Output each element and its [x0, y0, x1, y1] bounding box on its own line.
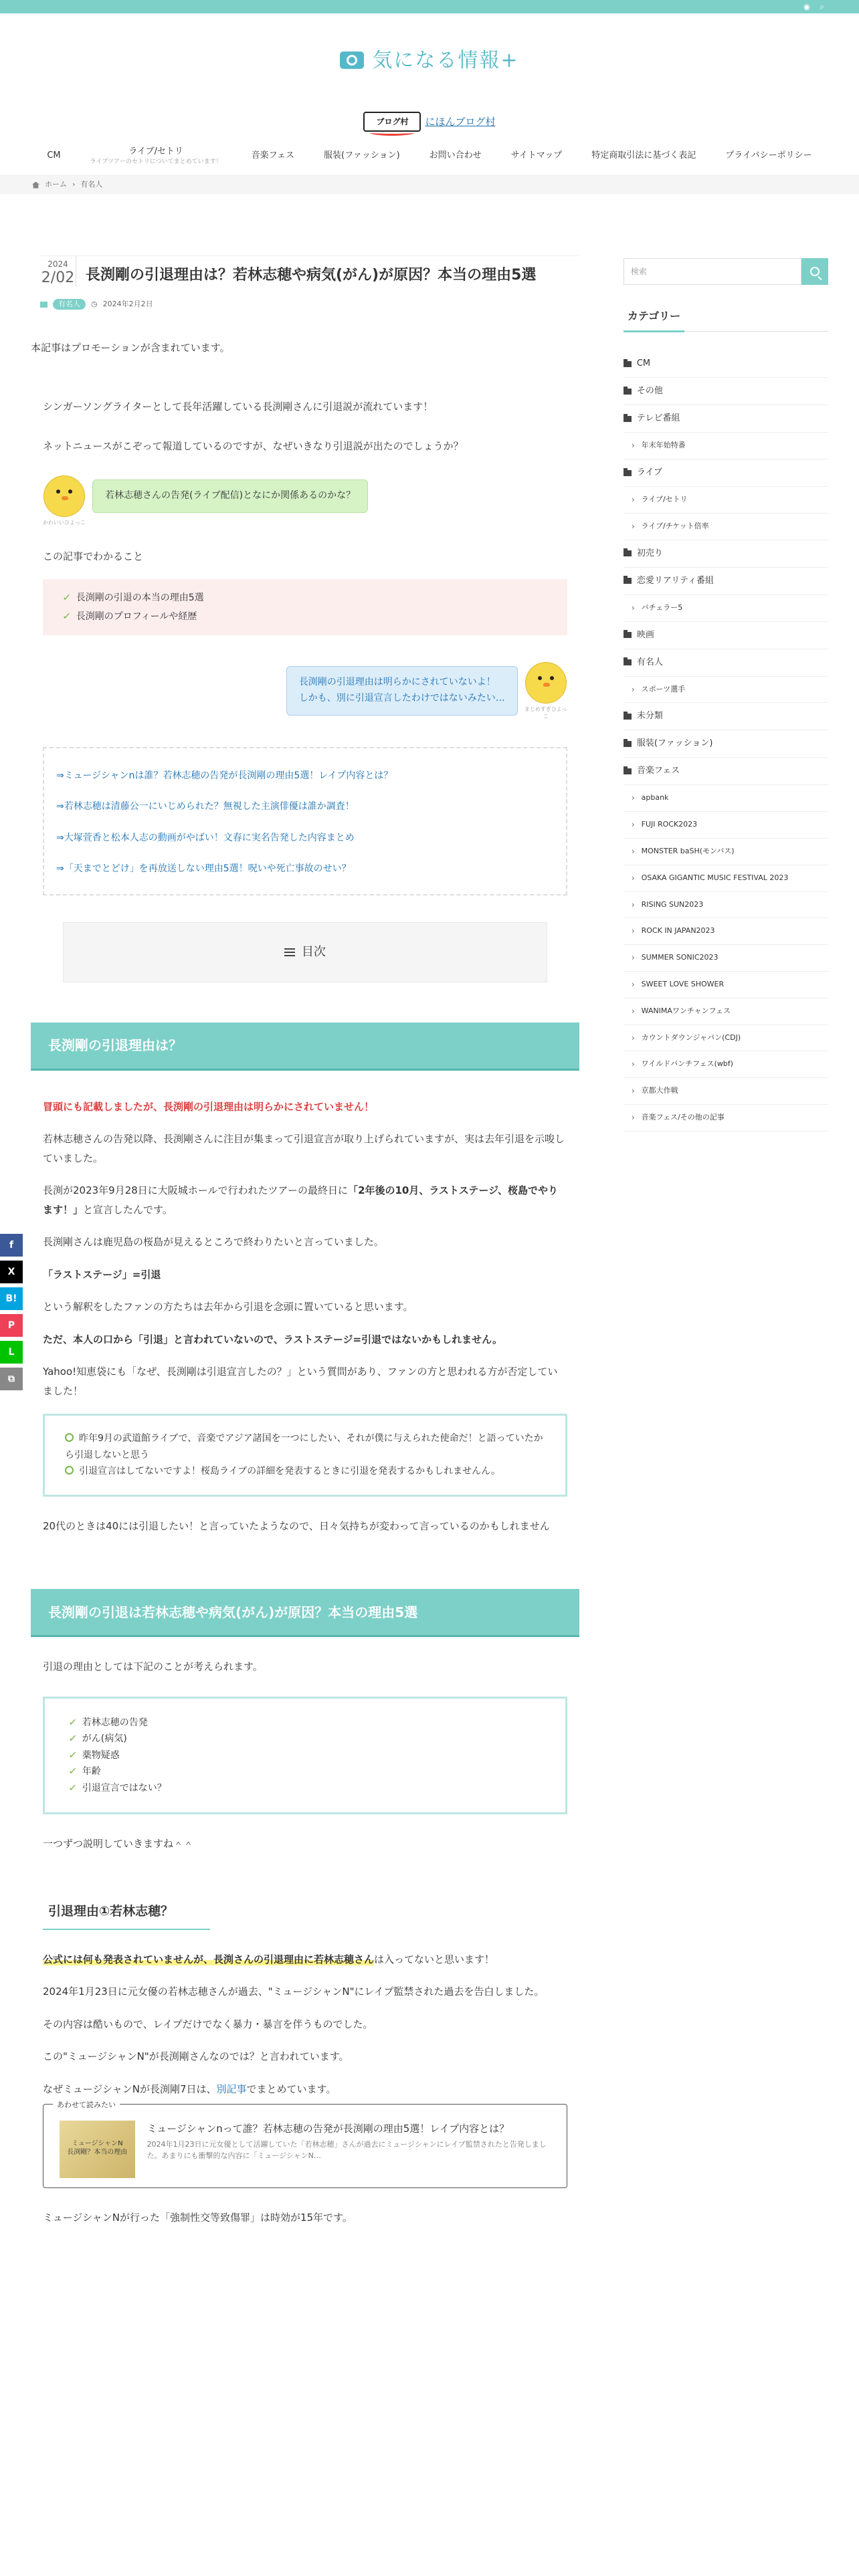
- subcategory-item[interactable]: › ライブ/セトリ: [624, 487, 828, 514]
- nav-item[interactable]: 特定商取引法に基づく表記: [591, 150, 696, 160]
- body-paragraph: 「ラストステージ」=引退: [43, 1268, 161, 1281]
- category-heading: カテゴリー: [624, 306, 828, 332]
- list-item: 昨年9月の武道館ライブで、音楽でアジア諸国を一つにしたい、それが僕に与えられた使命だ！と語っていたから引退しないと思う: [65, 1433, 543, 1461]
- list-icon: [284, 948, 295, 956]
- section-heading: 長渕剛の引退理由は？: [31, 1023, 579, 1071]
- folder-icon: [624, 714, 632, 720]
- body-paragraph: 2024年1月23日に元女優の若林志穂さんが過去、"ミュージシャンN"にレイプ監禁された過去を告白しました。: [43, 1985, 545, 1998]
- share-button[interactable]: ⧉: [0, 1368, 23, 1390]
- subcategory-item[interactable]: › SUMMER SONIC2023: [624, 945, 828, 972]
- post-year: 2024: [47, 259, 68, 269]
- points-heading: この記事でわかること: [43, 550, 144, 562]
- card-title: ミュージシャンnって誰？若林志穂の告発が長渕剛の理由5選！レイプ内容とは？: [147, 2123, 510, 2135]
- subcategory-item[interactable]: › SWEET LOVE SHOWER: [624, 972, 828, 998]
- folder-icon: [624, 741, 632, 747]
- folder-icon: [624, 416, 632, 422]
- list-item: ✓ 薬物疑惑: [69, 1747, 541, 1764]
- category-item[interactable]: 音楽フェス: [624, 758, 828, 785]
- related-article-card[interactable]: [43, 2101, 567, 2188]
- list-item: 引退宣言はしてないですよ！桜島ライブの詳細を発表するときに引退を発表するかもしれませんん。: [65, 1463, 545, 1480]
- related-links-box: [43, 747, 567, 895]
- post-monthday: 2/02: [41, 270, 75, 286]
- circle-icon: [65, 1466, 74, 1475]
- category-item[interactable]: CM: [624, 350, 828, 378]
- toc-label: 目次: [301, 944, 326, 959]
- list-item: ✓ がん(病気): [69, 1731, 541, 1747]
- search-icon[interactable]: ⌕: [820, 2, 824, 11]
- body-paragraph: 長渕が2023年9月28日に大阪城ホールで行われたツアーの最終日に「2年後の10月、ラストステージ、桜島でやります！」と宣言したんです。: [43, 1184, 558, 1216]
- share-button[interactable]: f: [0, 1234, 23, 1257]
- intro-paragraph: ネットニュースがこぞって報道しているのですが、なぜいきなり引退説が出たのでしょうか？: [43, 439, 464, 452]
- nav-item[interactable]: プライバシーポリシー: [725, 150, 812, 160]
- chick-avatar: [524, 662, 567, 720]
- camera-icon: [340, 51, 364, 69]
- related-link[interactable]: ⇒「天までとどけ」を再放送しない理由5選！呪いや死亡事故のせい？: [56, 863, 351, 875]
- site-title: 気になる情報+: [372, 48, 519, 72]
- article-meta: [40, 298, 579, 312]
- section-heading: 長渕剛の引退は若林志穂や病気(がん)が原因？本当の理由5選: [31, 1589, 579, 1637]
- chick-icon: [525, 662, 567, 704]
- body-paragraph: 公式には何も発表されていませんが、長渕さんの引退理由に若林志穂さんは入ってないと思います！: [43, 1953, 495, 1965]
- subcategory-item[interactable]: › apbank: [624, 785, 828, 812]
- subcategory-item[interactable]: › OSAKA GIGANTIC MUSIC FESTIVAL 2023: [624, 865, 828, 892]
- points-box: [43, 579, 567, 635]
- list-item: ✓ 引退宣言ではない？: [69, 1780, 541, 1797]
- subcategory-item[interactable]: › 京都大作戦: [624, 1078, 828, 1105]
- body-paragraph: 若林志穂さんの告発以降、長渕剛さんに注目が集まって引退宣言が取り上げられていますが、実は去年引退を示唆していました。: [43, 1133, 565, 1164]
- nav-item[interactable]: お問い合わせ: [429, 150, 482, 160]
- list-item: ✓ 年齢: [69, 1763, 541, 1780]
- search-form: [624, 258, 828, 285]
- share-button[interactable]: L: [0, 1341, 23, 1364]
- card-description: 2024年1月23日に元女優として活躍していた「若林志穂」さんが過去にミュージシャンにレイプ監禁されたと告発しました。あまりにも衝撃的な内容に「ミュージシャンN…: [147, 2140, 547, 2160]
- subcategory-item[interactable]: › バチェラー5: [624, 595, 828, 622]
- body-paragraph: ミュージシャンNが行った「強制性交等致傷罪」は時効が15年です。: [43, 2212, 353, 2224]
- subcategory-item[interactable]: › RISING SUN2023: [624, 892, 828, 919]
- site-header: [0, 13, 859, 107]
- check-icon: ✓: [68, 1749, 78, 1761]
- breadcrumb-home[interactable]: ホーム: [45, 180, 67, 189]
- card-thumbnail: ミュージシャンN 長渕剛？本当の理由: [60, 2121, 135, 2178]
- related-link[interactable]: ⇒若林志穂は清藤公一にいじめられた？無視した主演俳優は誰か調査！: [56, 801, 355, 813]
- category-item[interactable]: 未分類: [624, 703, 828, 730]
- article-main: [31, 194, 579, 2228]
- list-item: ✓ 若林志穂の告発: [69, 1715, 541, 1731]
- check-icon: ✓: [62, 611, 72, 623]
- subcategory-item[interactable]: › 年末年始特番: [624, 433, 828, 459]
- share-button[interactable]: P: [0, 1314, 23, 1337]
- body-paragraph: 引退の理由としては下記のことが考えられます。: [43, 1660, 263, 1673]
- category-item[interactable]: ライブ: [624, 459, 828, 487]
- list-item: ✓ 長渕剛のプロフィールや経歴: [63, 607, 547, 626]
- balloon-text: 若林志穂さんの告発(ライブ配信)となにか関係あるのかな？: [92, 479, 368, 513]
- category-item[interactable]: その他: [624, 378, 828, 405]
- article-header: [40, 255, 579, 287]
- subcategory-item[interactable]: › スポーツ選手: [624, 677, 828, 704]
- folder-icon: [624, 470, 632, 476]
- search-input[interactable]: 検索: [624, 258, 801, 285]
- subcategory-item[interactable]: › 音楽フェス/その他の記事: [624, 1105, 828, 1132]
- alert-text: 冒頭にも記載しましたが、長渕剛の引退理由は明らかにされていません！: [43, 1100, 375, 1113]
- avatar-name: まじめすぎひよっこ: [524, 706, 567, 720]
- breadcrumb-separator: ›: [72, 180, 76, 189]
- chick-icon: [43, 475, 85, 517]
- subcategory-item[interactable]: › WANIMAワンチャンフェス: [624, 998, 828, 1025]
- publish-date: 2024年2月2日: [102, 300, 153, 308]
- category-tag[interactable]: 有名人: [53, 299, 86, 310]
- folder-icon: [624, 389, 632, 395]
- promo-notice: 本記事はプロモーションが含まれています。: [31, 341, 230, 354]
- card-label: あわせて読みたい: [53, 2099, 120, 2113]
- related-link[interactable]: ⇒ミュージシャンnは誰？若林志穂の告発が長渕剛の理由5選！レイプ内容とは？: [56, 770, 393, 782]
- body-paragraph: 一つずつ説明していきますね＾＾: [43, 1838, 194, 1850]
- category-item[interactable]: 映画: [624, 622, 828, 649]
- body-paragraph: という解釈をしたファンの方たちは去年から引退を念頭に置いていると思います。: [43, 1301, 413, 1313]
- check-icon: ✓: [68, 1717, 78, 1728]
- folder-icon: [624, 550, 632, 556]
- quote-box: [43, 1414, 567, 1497]
- share-button[interactable]: B!: [0, 1287, 23, 1310]
- subsection-heading: 引退理由①若林志穂？: [43, 1894, 210, 1930]
- reasons-box: [43, 1697, 567, 1815]
- folder-icon: [624, 768, 632, 774]
- blogmura-logo: ブログ村: [363, 112, 421, 132]
- nav-item[interactable]: CM: [47, 150, 61, 160]
- sidebar: [624, 194, 828, 2228]
- chick-avatar: [43, 475, 86, 526]
- related-link[interactable]: ⇒大塚萱香と松本人志の動画がやばい！文春に実名告発した内容まとめ: [56, 832, 355, 843]
- speech-balloon: [43, 662, 567, 720]
- folder-icon: [624, 632, 632, 638]
- circle-icon: [65, 1433, 74, 1442]
- category-list: [624, 350, 828, 1131]
- share-button[interactable]: X: [0, 1261, 23, 1283]
- home-icon: [32, 182, 39, 189]
- toc-toggle[interactable]: [63, 922, 547, 982]
- check-icon: ✓: [68, 1782, 78, 1794]
- nav-item[interactable]: 音楽フェス: [251, 150, 295, 160]
- post-date-box: [40, 256, 76, 287]
- category-item[interactable]: 有名人: [624, 649, 828, 677]
- nav-item[interactable]: 服装(ファッション): [324, 150, 400, 160]
- folder-icon: [624, 659, 632, 665]
- folder-icon: [624, 578, 632, 584]
- search-button[interactable]: [801, 258, 828, 285]
- body-paragraph: この"ミュージシャンN"が長渕剛さんなのでは？と言われています。: [43, 2050, 349, 2063]
- check-icon: ✓: [62, 593, 72, 604]
- top-bar: [0, 0, 859, 13]
- balloon-text: 長渕剛の引退理由は明らかにされていないよ！ しかも、別に引退宣言したわけではないみたい…: [286, 666, 518, 716]
- subcategory-item[interactable]: › カウントダウンジャパン(CDJ): [624, 1025, 828, 1052]
- body-paragraph: その内容は酷いもので、レイプだけでなく暴力・暴言を伴うものでした。: [43, 2018, 373, 2030]
- intro-paragraph: シンガーソングライターとして長年活躍している長渕剛さんに引退説が流れています！: [43, 401, 434, 413]
- folder-icon: [624, 361, 632, 367]
- blogmura-link[interactable]: にほんブログ村: [425, 115, 496, 128]
- breadcrumb: [0, 175, 859, 194]
- inline-link[interactable]: 別記事: [216, 2082, 247, 2095]
- subcategory-item[interactable]: › ROCK IN JAPAN2023: [624, 918, 828, 945]
- list-item: ✓ 長渕剛の引退の本当の理由5選: [63, 588, 547, 607]
- body-paragraph: なぜミュージシャンNが長渕剛7日は、別記事でまとめています。: [43, 2082, 337, 2095]
- check-icon: ✓: [68, 1766, 78, 1778]
- folder-icon: [40, 302, 47, 308]
- clock-icon: ◷: [91, 300, 98, 308]
- article-title: 長渕剛の引退理由は？若林志穂や病気(がん)が原因？本当の理由5選: [86, 267, 537, 284]
- speech-balloon: [43, 475, 567, 526]
- category-item[interactable]: 恋愛リアリティ番組: [624, 568, 828, 595]
- body-paragraph: ただ、本人の口から「引退」と言われていないので、ラストステージ=引退ではないかもしれません。: [43, 1333, 502, 1346]
- subcategory-item[interactable]: › MONSTER baSH(モンバス): [624, 839, 828, 865]
- body-paragraph: 長渕剛さんは鹿児島の桜島が見えるところで終わりたいと言っていました。: [43, 1236, 384, 1249]
- check-icon: ✓: [68, 1733, 78, 1745]
- subcategory-item[interactable]: › ワイルドバンチフェス(wbf): [624, 1051, 828, 1078]
- blogmura-banner[interactable]: [0, 107, 859, 136]
- body-paragraph: Yahoo!知恵袋にも「なぜ、長渕剛は引退宣言したの？」という質問があり、ファンの方と思われる方が否定していました！: [43, 1366, 558, 1397]
- avatar-name: かわいいひよっこ: [43, 520, 86, 526]
- search-icon: [810, 267, 820, 276]
- site-logo[interactable]: [340, 41, 518, 80]
- subcategory-item[interactable]: › FUJI ROCK2023: [624, 812, 828, 839]
- body-paragraph: 20代のときは40には引退したい！と言っていたようなので、日々気持ちが変わって言っているのかもしれません: [43, 1519, 550, 1532]
- global-nav: [0, 136, 859, 175]
- category-item[interactable]: テレビ番組: [624, 405, 828, 433]
- category-item[interactable]: 初売り: [624, 540, 828, 568]
- subcategory-item[interactable]: › ライブ/チケット倍率: [624, 514, 828, 540]
- nav-item[interactable]: ライブ/セトリ ライブツアーのセトリについてまとめています！: [90, 146, 222, 165]
- rss-icon[interactable]: ◉: [803, 2, 811, 11]
- nav-item[interactable]: サイトマップ: [510, 150, 563, 160]
- category-item[interactable]: 服装(ファッション): [624, 730, 828, 758]
- breadcrumb-category[interactable]: 有名人: [80, 180, 103, 189]
